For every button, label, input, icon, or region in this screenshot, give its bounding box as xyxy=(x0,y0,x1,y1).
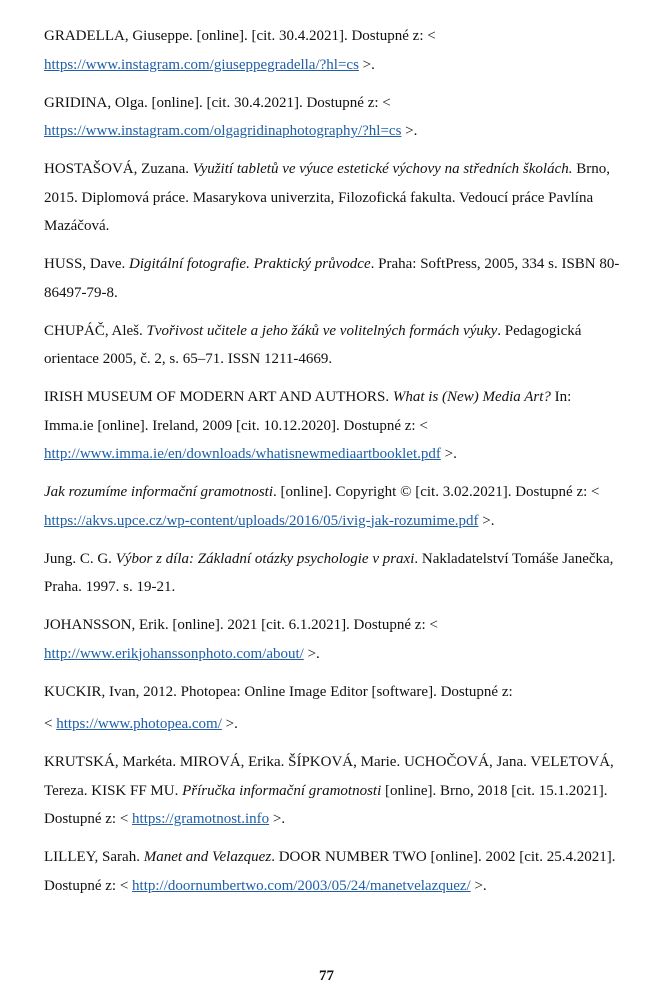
reference-huss xyxy=(44,250,623,307)
reference-text: >. xyxy=(440,446,457,462)
reference-title: Digitální fotografie. Praktický průvodce xyxy=(129,256,371,272)
reference-title: What is (New) Media Art? xyxy=(392,389,551,405)
reference-text: . DOOR NUMBER TWO [online]. 2002 [cit. 25.4.2021]. Dostupné z: < xyxy=(44,849,616,894)
reference-text: In: Imma.ie [online]. Ireland, 2009 [cit. 10.12.2020]. Dostupné z: < xyxy=(44,389,572,434)
reference-krutska xyxy=(44,748,623,834)
reference-text: CHUPÁČ, Aleš. xyxy=(44,322,147,339)
reference-gridina xyxy=(44,89,623,146)
reference-title: Příručka informační gramotnosti xyxy=(182,782,382,799)
reference-text: Brno, 2015. Diplomová práce. Masarykova univerzita, Filozofická fakulta. Vedoucí práce Pavlína Mazáčová. xyxy=(44,161,610,234)
reference-title: Tvořivost učitele a jeho žáků ve volitelných formách výuky xyxy=(146,322,498,339)
reference-text: >. xyxy=(221,716,238,732)
reference-text: >. xyxy=(358,56,375,73)
reference-link[interactable]: http://doornumbertwo.com/2003/05/24/manetvelazquez/ xyxy=(132,877,471,894)
reference-johansson xyxy=(44,611,623,668)
reference-text: >. xyxy=(478,512,495,529)
reference-hostasova xyxy=(44,155,623,241)
reference-jung xyxy=(44,545,623,602)
reference-text: KRUTSKÁ, Markéta. MIROVÁ, Erika. ŠÍPKOVÁ, Marie. UCHOČOVÁ, Jana. VELETOVÁ, Tereza. KISK FF MU. xyxy=(44,754,614,799)
reference-text: . Nakladatelství Tomáše Janečka, Praha. 1997. s. 19-21. xyxy=(44,550,614,595)
reference-lilley xyxy=(44,843,623,900)
page-number: 77 xyxy=(319,968,334,984)
reference-text: IRISH MUSEUM OF MODERN ART AND AUTHORS. xyxy=(44,389,393,405)
reference-text: GRADELLA, Giuseppe. [online]. [cit. 30.4.2021]. Dostupné z: < xyxy=(44,28,436,44)
reference-text: . Praha: SoftPress, 2005, 334 s. ISBN 80-86497-79-8. xyxy=(44,256,620,301)
reference-text: >. xyxy=(303,645,320,662)
reference-kuckir-link-line xyxy=(44,710,623,739)
reference-link[interactable]: http://www.erikjohanssonphoto.com/about/ xyxy=(44,645,304,662)
reference-text: [online]. Brno, 2018 [cit. 15.1.2021]. Dostupné z: < xyxy=(44,782,608,827)
bibliography-list xyxy=(44,22,623,910)
reference-link[interactable]: http://www.imma.ie/en/downloads/whatisnewmediaartbooklet.pdf xyxy=(44,446,441,462)
reference-text: Jung. C. G. xyxy=(44,550,116,567)
reference-link[interactable]: https://www.instagram.com/olgagridinaphotography/?hl=cs xyxy=(44,123,402,139)
reference-text: JOHANSSON, Erik. [online]. 2021 [cit. 6.1.2021]. Dostupné z: < xyxy=(44,617,438,633)
reference-text: < xyxy=(44,716,57,732)
reference-kuckir xyxy=(44,678,623,707)
reference-title: Výbor z díla: Základní otázky psychologie v praxi xyxy=(115,550,415,567)
reference-link[interactable]: https://www.instagram.com/giuseppegradella/?hl=cs xyxy=(44,56,359,73)
reference-text: >. xyxy=(470,877,487,894)
reference-gradella xyxy=(44,22,623,79)
reference-imma xyxy=(44,383,623,469)
reference-chupac xyxy=(44,317,623,374)
reference-text: KUCKIR, Ivan, 2012. Photopea: Online Image Editor [software]. Dostupné z: xyxy=(44,683,513,700)
reference-text: . [online]. Copyright © [cit. 3.02.2021]. Dostupné z: < xyxy=(273,484,600,500)
reference-text: HUSS, Dave. xyxy=(44,256,129,272)
reference-link[interactable]: https://gramotnost.info xyxy=(132,811,270,827)
reference-title: Využití tabletů ve výuce estetické výchovy na středních školách. xyxy=(192,161,573,177)
reference-text: >. xyxy=(401,123,418,139)
reference-text: >. xyxy=(269,811,286,827)
reference-gramotnost-upce xyxy=(44,478,623,535)
reference-text: HOSTAŠOVÁ, Zuzana. xyxy=(44,161,193,177)
reference-link[interactable]: https://www.photopea.com/ xyxy=(56,716,222,732)
reference-text: GRIDINA, Olga. [online]. [cit. 30.4.2021]. Dostupné z: < xyxy=(44,94,391,111)
reference-title: Manet and Velazquez xyxy=(143,849,272,865)
reference-title: Jak rozumíme informační gramotnosti xyxy=(44,484,274,500)
reference-link[interactable]: https://akvs.upce.cz/wp-content/uploads/2016/05/ivig-jak-rozumime.pdf xyxy=(44,512,479,529)
reference-text: LILLEY, Sarah. xyxy=(44,849,144,865)
reference-text: . Pedagogická orientace 2005, č. 2, s. 65–71. ISSN 1211-4669. xyxy=(44,322,582,367)
